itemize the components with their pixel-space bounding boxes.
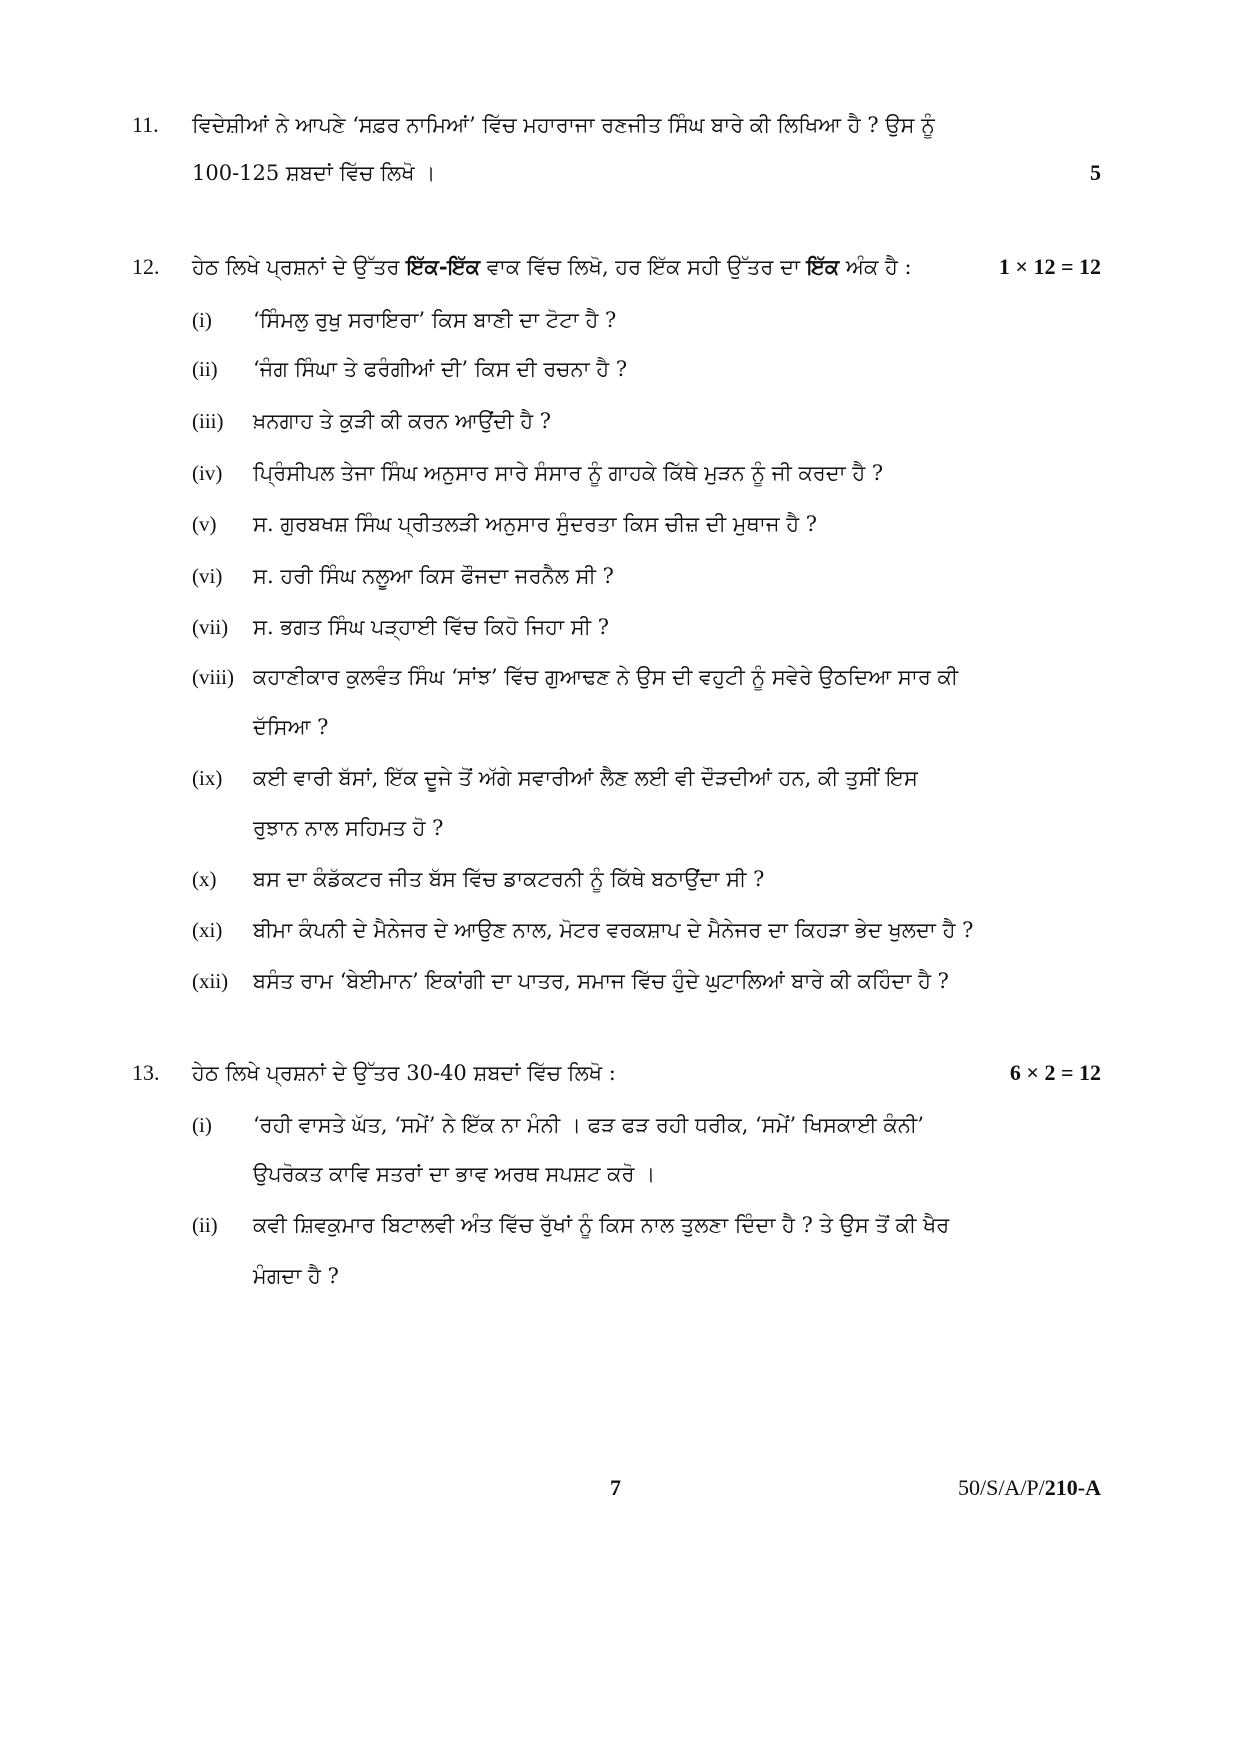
q13-item-ii-number: (ii) <box>192 1213 218 1237</box>
q12-item-ix-number: (ix) <box>192 766 223 790</box>
q12-item-i-text: ‘ਸਿੰਮਲੁ ਰੁਖੁ ਸਰਾਇਰਾ’ ਕਿਸ ਬਾਣੀ ਦਾ ਟੋਟਾ ਹੈ ? <box>253 308 617 332</box>
q13-item-ii-text: ਕਵੀ ਸ਼ਿਵਕੁਮਾਰ ਬਿਟਾਲਵੀ ਅੰਤ ਵਿੱਚ ਰੁੱਖਾਂ ਨੂੰ ਕਿਸ ਨਾਲ ਤੁਲਣਾ ਦਿੰਦਾ ਹੈ ? ਤੇ ਉਸ ਤੋਂ ਕੀ ਖੈਰ <box>253 1213 950 1237</box>
question-11-marks: 5 <box>1090 160 1101 185</box>
q12-item-x-text: ਬਸ ਦਾ ਕੰਡੱਕਟਰ ਜੀਤ ਬੱਸ ਵਿੱਚ ਡਾਕਟਰਨੀ ਨੂੰ ਕਿੱਥੇ ਬਠਾਉਂਦਾ ਸੀ ? <box>253 867 765 891</box>
q12-item-vi-number: (vi) <box>192 564 223 588</box>
q12-item-iv-number: (iv) <box>192 461 223 485</box>
q12-item-viii-text: ਕਹਾਣੀਕਾਰ ਕੁਲਵੰਤ ਸਿੰਘ ‘ਸਾਂਝ’ ਵਿੱਚ ਗੁਆਢਣ ਨੇ ਉਸ ਦੀ ਵਹੁਟੀ ਨੂੰ ਸਵੇਰੇ ਉਠਦਿਆ ਸਾਰ ਕੀ <box>253 665 959 689</box>
q12-item-vii-text: ਸ. ਭਗਤ ਸਿੰਘ ਪੜ੍ਹਾਈ ਵਿੱਚ ਕਿਹੋ ਜਿਹਾ ਸੀ ? <box>253 615 609 639</box>
q13-item-i-text: ‘ਰਹੀ ਵਾਸਤੇ ਘੱਤ, ‘ਸਮੇਂ’ ਨੇ ਇੱਕ ਨਾ ਮੰਨੀ । ਫੜ ਫੜ ਰਹੀ ਧਰੀਕ, ‘ਸਮੇਂ’ ਖਿਸਕਾਈ ਕੰਨੀ’ <box>253 1113 924 1137</box>
q13-item-i-number: (i) <box>192 1113 212 1137</box>
q12-item-iii-number: (iii) <box>192 409 224 433</box>
question-11-text-line1: ਵਿਦੇਸ਼ੀਆਂ ਨੇ ਆਪਣੇ ‘ਸਫ਼ਰ ਨਾਮਿਆਂ’ ਵਿੱਚ ਮਹਾਰਾਜਾ ਰਣਜੀਤ ਸਿੰਘ ਬਾਰੇ ਕੀ ਲਿਖਿਆ ਹੈ ? ਉਸ ਨੂੰ <box>192 113 935 137</box>
q12-item-v-text: ਸ. ਗੁਰਬਖਸ਼ ਸਿੰਘ ਪ੍ਰੀਤਲੜੀ ਅਨੁਸਾਰ ਸੁੰਦਰਤਾ ਕਿਸ ਚੀਜ਼ ਦੀ ਮੁਥਾਜ ਹੈ ? <box>253 512 818 536</box>
question-13-intro: ਹੇਠ ਲਿਖੇ ਪ੍ਰਸ਼ਨਾਂ ਦੇ ਉੱਤਰ 30-40 ਸ਼ਬਦਾਂ ਵਿੱਚ ਲਿਖੋ : <box>192 1061 616 1085</box>
q12-item-viii-text-cont: ਦੱਸਿਆ ? <box>253 715 329 739</box>
q12-item-xii-text: ਬਸੰਤ ਰਾਮ ‘ਬੇਈਮਾਨ’ ਇਕਾਂਗੀ ਦਾ ਪਾਤਰ, ਸਮਾਜ ਵਿੱਚ ਹੁੰਦੇ ਘੁਟਾਲਿਆਂ ਬਾਰੇ ਕੀ ਕਹਿੰਦਾ ਹੈ ? <box>253 969 949 993</box>
q12-item-xii-number: (xii) <box>192 969 229 993</box>
q12-item-ix-text-cont: ਰੁਝਾਨ ਨਾਲ ਸਹਿਮਤ ਹੋ ? <box>253 816 444 840</box>
paper-code: 50/S/A/P/210-A <box>957 1475 1101 1500</box>
question-11-text-line2: 100-125 ਸ਼ਬਦਾਂ ਵਿੱਚ ਲਿਖੋ । <box>192 161 436 185</box>
question-13-marks: 6 × 2 = 12 <box>1009 1060 1101 1085</box>
question-11-number: 11. <box>132 112 159 137</box>
q12-item-iv-text: ਪ੍ਰਿੰਸੀਪਲ ਤੇਜਾ ਸਿੰਘ ਅਨੁਸਾਰ ਸਾਰੇ ਸੰਸਾਰ ਨੂੰ ਗਾਹਕੇ ਕਿੱਥੇ ਮੁੜਨ ਨੂੰ ਜੀ ਕਰਦਾ ਹੈ ? <box>253 461 884 485</box>
q12-item-vi-text: ਸ. ਹਰੀ ਸਿੰਘ ਨਲੂਆ ਕਿਸ ਫੌਜਦਾ ਜਰਨੈਲ ਸੀ ? <box>253 564 614 588</box>
question-12-number: 12. <box>132 254 160 279</box>
q12-item-vii-number: (vii) <box>192 615 229 639</box>
q12-item-x-number: (x) <box>192 867 217 891</box>
q12-item-ii-text: ‘ਜੰਗ ਸਿੰਘਾ ਤੇ ਫਰੰਗੀਆਂ ਦੀ’ ਕਿਸ ਦੀ ਰਚਨਾ ਹੈ ? <box>253 357 628 381</box>
question-12-intro: ਹੇਠ ਲਿਖੇ ਪ੍ਰਸ਼ਨਾਂ ਦੇ ਉੱਤਰ ਇੱਕ-ਇੱਕ ਵਾਕ ਵਿੱਚ ਲਿਖੋ, ਹਰ ਇੱਕ ਸਹੀ ਉੱਤਰ ਦਾ ਇੱਕ ਅੰਕ ਹੈ : <box>192 254 912 279</box>
q13-item-ii-text-cont: ਮੰਗਦਾ ਹੈ ? <box>253 1264 339 1288</box>
q13-item-i-text-cont: ਉਪਰੋਕਤ ਕਾਵਿ ਸਤਰਾਂ ਦਾ ਭਾਵ ਅਰਥ ਸਪਸ਼ਟ ਕਰੋ । <box>253 1162 656 1186</box>
page-number: 7 <box>610 1475 621 1500</box>
q12-item-i-number: (i) <box>192 308 212 332</box>
q12-item-ix-text: ਕਈ ਵਾਰੀ ਬੱਸਾਂ, ਇੱਕ ਦੂਜੇ ਤੋਂ ਅੱਗੇ ਸਵਾਰੀਆਂ ਲੈਣ ਲਈ ਵੀ ਦੌੜਦੀਆਂ ਹਨ, ਕੀ ਤੁਸੀਂ ਇਸ <box>253 766 918 790</box>
q12-item-ii-number: (ii) <box>192 357 218 381</box>
question-12-marks: 1 × 12 = 12 <box>998 254 1101 279</box>
q12-item-v-number: (v) <box>192 512 217 536</box>
q12-item-iii-text: ਖ਼ਨਗਾਹ ਤੇ ਕੁੜੀ ਕੀ ਕਰਨ ਆਉਂਦੀ ਹੈ ? <box>253 409 552 433</box>
q12-item-viii-number: (viii) <box>192 665 234 689</box>
q12-item-xi-number: (xi) <box>192 918 223 942</box>
q12-item-xi-text: ਬੀਮਾ ਕੰਪਨੀ ਦੇ ਮੈਨੇਜਰ ਦੇ ਆਉਣ ਨਾਲ, ਮੋਟਰ ਵਰਕਸ਼ਾਪ ਦੇ ਮੈਨੇਜਰ ਦਾ ਕਿਹੜਾ ਭੇਦ ਖੁਲਦਾ ਹੈ ? <box>253 918 974 942</box>
question-13-number: 13. <box>132 1060 160 1085</box>
